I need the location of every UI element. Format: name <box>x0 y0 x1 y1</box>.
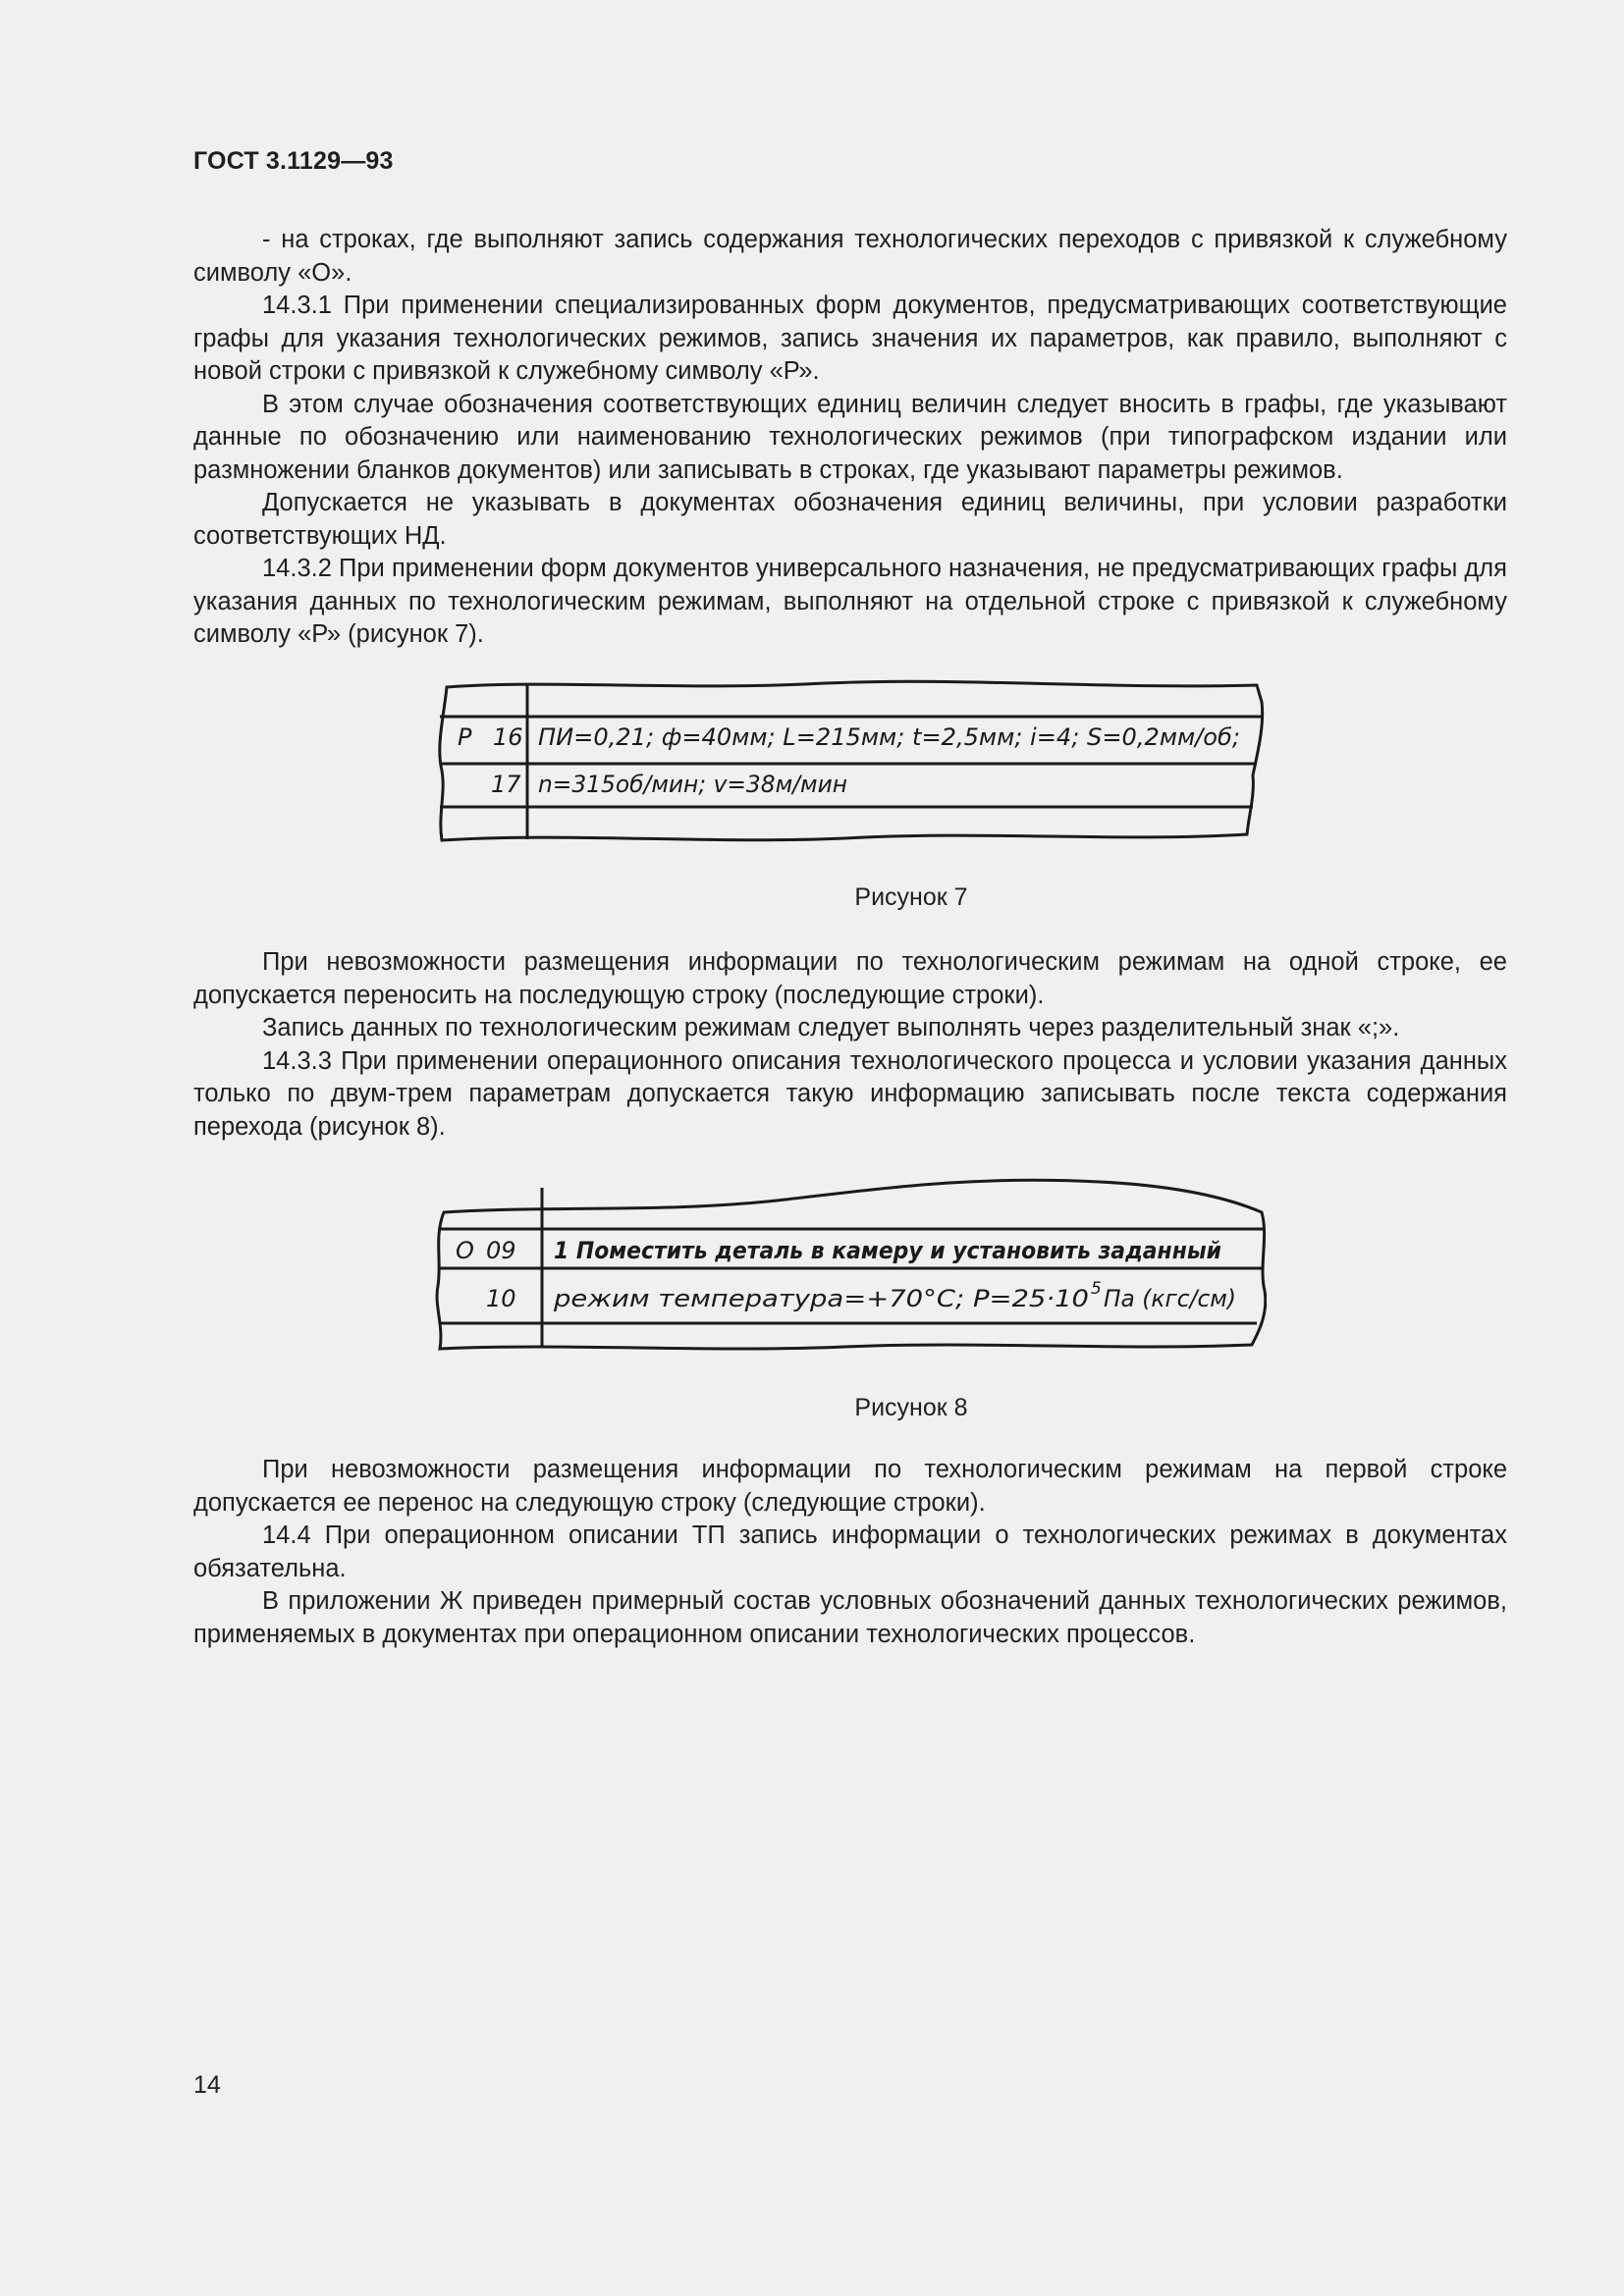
figure-8-row-content: 1 Поместить деталь в камеру и установить заданный <box>554 1237 1222 1264</box>
figure-8-superscript: 5 <box>1091 1279 1102 1299</box>
paragraph: - на строках, где выполняют запись содержания технологических переходов с привязкой к служебному символу «О». <box>193 226 1507 287</box>
text-block-middle <box>193 946 1507 1144</box>
paragraph: Допускается не указывать в документах обозначения единиц величины, при условии разработки соответствующих НД. <box>193 489 1507 550</box>
figure-7-symbol: Р <box>458 723 472 751</box>
figure-7 <box>432 677 1267 849</box>
paragraph: При невозможности размещения информации по технологическим режимам на первой строке допускается ее перенос на следующую строку (следующие строки). <box>193 1456 1507 1517</box>
figure-7-outline <box>440 681 1263 840</box>
text-block-top <box>193 224 1507 652</box>
document-header: ГОСТ 3.1129—93 <box>193 147 394 175</box>
figure-8-row-content-tail: Па (кгс/см) <box>1104 1285 1236 1312</box>
text-block-bottom <box>193 1454 1507 1651</box>
figure-8 <box>432 1168 1267 1355</box>
figure-7-row-content: ПИ=0,21; ф=40мм; L=215мм; t=2,5мм; i=4; S=0,2мм/об; <box>538 723 1240 751</box>
figure-8-drawing <box>432 1168 1267 1355</box>
figure-7-row-content: n=315об/мин; v=38м/мин <box>538 771 847 798</box>
figure-8-caption-text: Рисунок 8 <box>854 1394 968 1421</box>
figure-8-row-number: 10 <box>486 1285 516 1312</box>
paragraph: Запись данных по технологическим режимам следует выполнять через разделительный знак «;». <box>262 1014 1400 1041</box>
figure-8-symbol: О <box>456 1237 474 1264</box>
paragraph: При невозможности размещения информации по технологическим режимам на одной строке, ее допускается переносить на последующую строку (последующие строки). <box>193 948 1507 1009</box>
paragraph: В этом случае обозначения соответствующих единиц величин следует вносить в графы, где указывают данные по обозначению или наименованию технологических режимов (при типографском издании или размножении бланков документов) или записывать в строках, где указывают параметры режимов. <box>193 390 1507 484</box>
figure-7-drawing <box>432 677 1267 849</box>
figure-8-row-number: 09 <box>486 1237 516 1264</box>
figure-7-row-number: 16 <box>493 723 523 751</box>
paragraph: 14.3.3 При применении операционного описания технологического процесса и условии указания данных только по двум-трем параметрам допускается такую информацию записывать после текста содержания перехода (рисунок 8). <box>193 1046 1507 1141</box>
paragraph: 14.3.1 При применении специализированных форм документов, предусматривающих соответствующие графы для указания технологических режимов, запись значения их параметров, как правило, выполняют с новой строки с привязкой к служебному символу «Р». <box>193 292 1507 385</box>
paragraph: В приложении Ж приведен примерный состав условных обозначений данных технологических режимов, применяемых в документах при операционном описании технологических процессов. <box>193 1587 1507 1648</box>
paragraph: 14.3.2 При применении форм документов универсального назначения, не предусматривающих графы для указания данных по технологическим режимам, выполняют на отдельной строке с привязкой к служебному символу «Р» (рисунок 7). <box>193 555 1507 648</box>
paragraph: 14.4 При операционном описании ТП запись информации о технологических режимах в документах обязательна. <box>193 1522 1507 1582</box>
figure-7-caption-text: Рисунок 7 <box>854 883 968 911</box>
figure-8-row-content: режим температура=+70°С; Р=25·10 <box>552 1285 1089 1312</box>
figure-7-row-number: 17 <box>491 771 521 798</box>
page-number: 14 <box>193 2071 221 2099</box>
